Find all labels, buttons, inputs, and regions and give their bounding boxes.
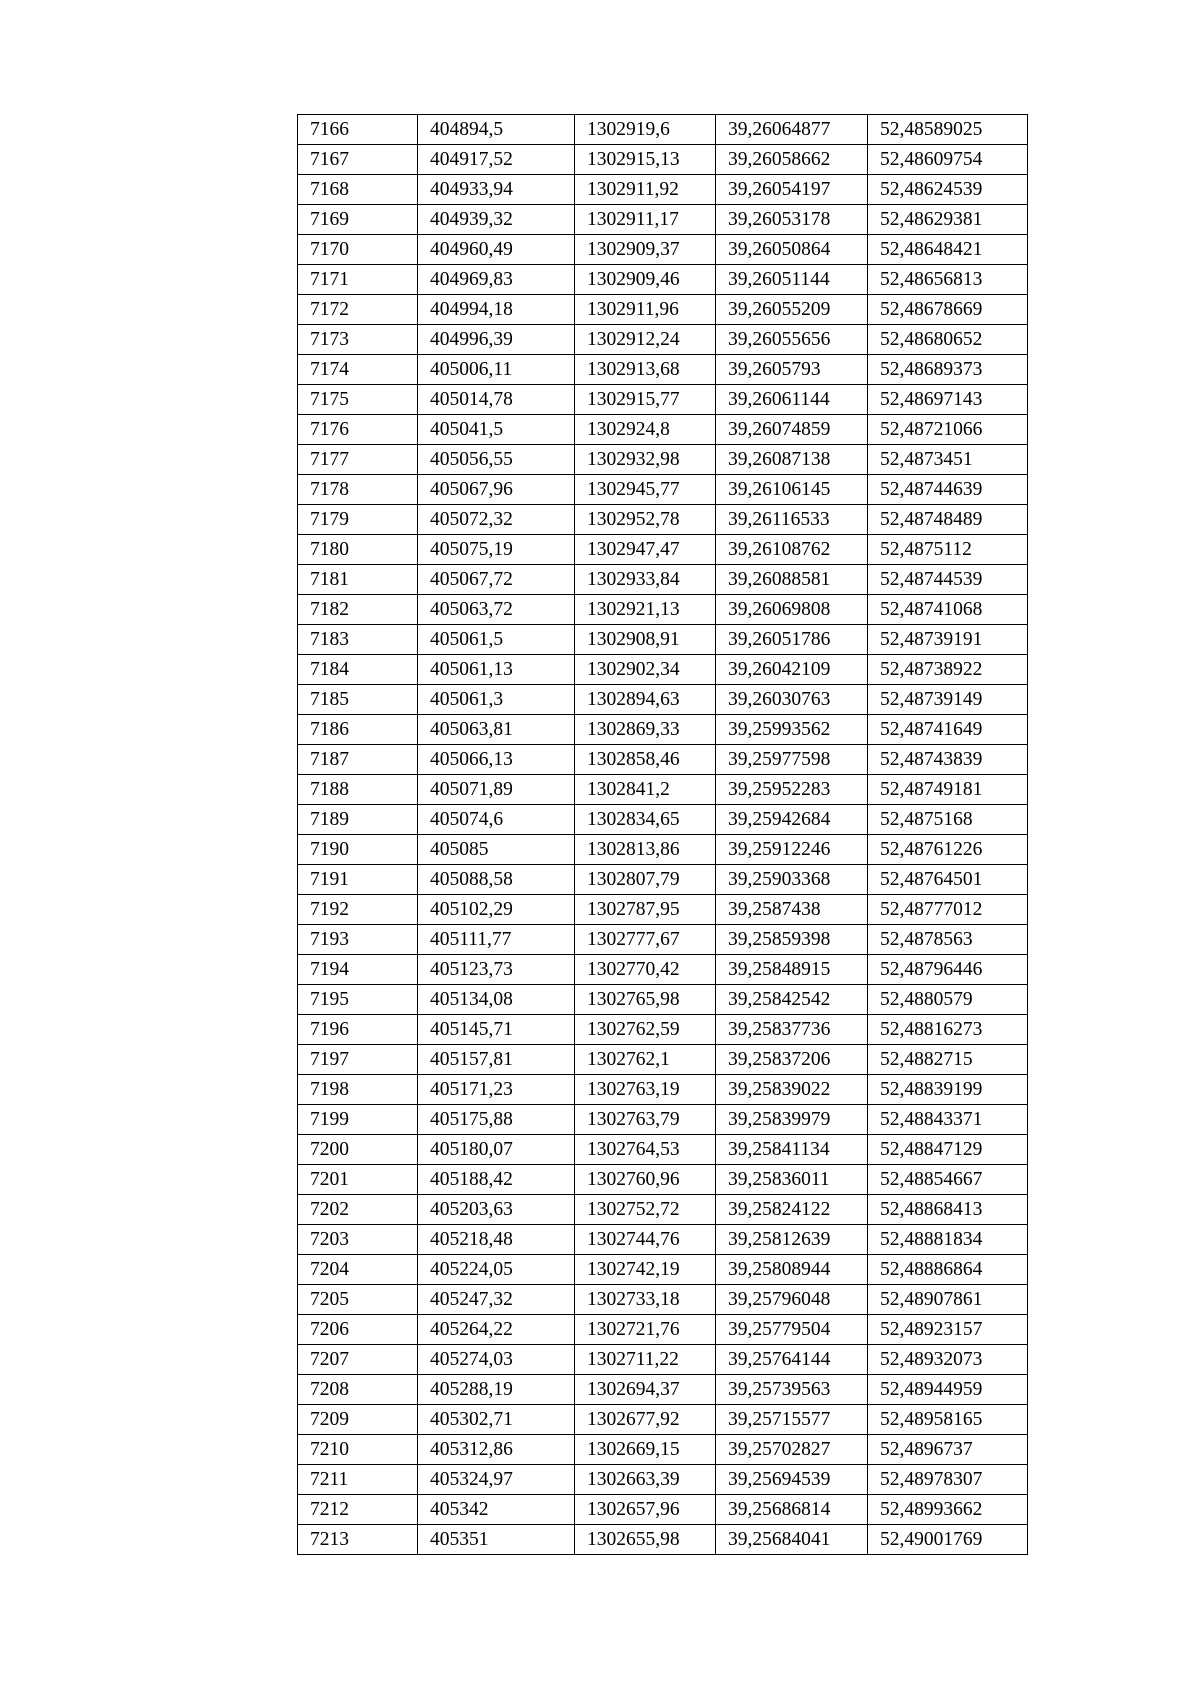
- point-number-cell: 7190: [298, 835, 418, 865]
- latitude-cell: 52,48854667: [868, 1165, 1028, 1195]
- longitude-cell: 39,25684041: [716, 1525, 868, 1555]
- table-row: [298, 1225, 1028, 1255]
- x-coordinate-cell: 405203,63: [418, 1195, 575, 1225]
- point-number-cell: 7210: [298, 1435, 418, 1465]
- table-row: [298, 505, 1028, 535]
- table-row: [298, 1045, 1028, 1075]
- point-number-cell: 7177: [298, 445, 418, 475]
- y-coordinate-cell: 1302669,15: [575, 1435, 716, 1465]
- table-row: [298, 295, 1028, 325]
- x-coordinate-cell: 405342: [418, 1495, 575, 1525]
- table-row: [298, 985, 1028, 1015]
- y-coordinate-cell: 1302858,46: [575, 745, 716, 775]
- x-coordinate-cell: 405145,71: [418, 1015, 575, 1045]
- point-number-cell: 7204: [298, 1255, 418, 1285]
- latitude-cell: 52,4882715: [868, 1045, 1028, 1075]
- point-number-cell: 7203: [298, 1225, 418, 1255]
- longitude-cell: 39,25764144: [716, 1345, 868, 1375]
- x-coordinate-cell: 405056,55: [418, 445, 575, 475]
- x-coordinate-cell: 404996,39: [418, 325, 575, 355]
- point-number-cell: 7179: [298, 505, 418, 535]
- table-row: [298, 115, 1028, 145]
- latitude-cell: 52,48932073: [868, 1345, 1028, 1375]
- table-row: [298, 415, 1028, 445]
- latitude-cell: 52,48744539: [868, 565, 1028, 595]
- point-number-cell: 7172: [298, 295, 418, 325]
- latitude-cell: 52,48678669: [868, 295, 1028, 325]
- y-coordinate-cell: 1302913,68: [575, 355, 716, 385]
- longitude-cell: 39,26116533: [716, 505, 868, 535]
- point-number-cell: 7193: [298, 925, 418, 955]
- point-number-cell: 7175: [298, 385, 418, 415]
- latitude-cell: 52,48923157: [868, 1315, 1028, 1345]
- table-row: [298, 625, 1028, 655]
- longitude-cell: 39,25841134: [716, 1135, 868, 1165]
- longitude-cell: 39,26054197: [716, 175, 868, 205]
- y-coordinate-cell: 1302807,79: [575, 865, 716, 895]
- latitude-cell: 52,4880579: [868, 985, 1028, 1015]
- point-number-cell: 7168: [298, 175, 418, 205]
- latitude-cell: 52,48739149: [868, 685, 1028, 715]
- y-coordinate-cell: 1302721,76: [575, 1315, 716, 1345]
- table-row: [298, 1525, 1028, 1555]
- table-row: [298, 355, 1028, 385]
- y-coordinate-cell: 1302915,13: [575, 145, 716, 175]
- x-coordinate-cell: 405288,19: [418, 1375, 575, 1405]
- point-number-cell: 7182: [298, 595, 418, 625]
- longitude-cell: 39,25837206: [716, 1045, 868, 1075]
- x-coordinate-cell: 405063,72: [418, 595, 575, 625]
- y-coordinate-cell: 1302911,96: [575, 295, 716, 325]
- coordinates-table-body: [298, 115, 1028, 1555]
- x-coordinate-cell: 405074,6: [418, 805, 575, 835]
- longitude-cell: 39,26069808: [716, 595, 868, 625]
- x-coordinate-cell: 404969,83: [418, 265, 575, 295]
- table-row: [298, 1285, 1028, 1315]
- x-coordinate-cell: 405075,19: [418, 535, 575, 565]
- table-row: [298, 1195, 1028, 1225]
- longitude-cell: 39,25808944: [716, 1255, 868, 1285]
- latitude-cell: 52,48721066: [868, 415, 1028, 445]
- longitude-cell: 39,26108762: [716, 535, 868, 565]
- longitude-cell: 39,2605793: [716, 355, 868, 385]
- table-row: [298, 1405, 1028, 1435]
- latitude-cell: 52,48689373: [868, 355, 1028, 385]
- x-coordinate-cell: 405218,48: [418, 1225, 575, 1255]
- y-coordinate-cell: 1302752,72: [575, 1195, 716, 1225]
- longitude-cell: 39,2587438: [716, 895, 868, 925]
- x-coordinate-cell: 405085: [418, 835, 575, 865]
- y-coordinate-cell: 1302770,42: [575, 955, 716, 985]
- longitude-cell: 39,25702827: [716, 1435, 868, 1465]
- table-row: [298, 1465, 1028, 1495]
- table-row: [298, 535, 1028, 565]
- x-coordinate-cell: 405180,07: [418, 1135, 575, 1165]
- y-coordinate-cell: 1302909,37: [575, 235, 716, 265]
- point-number-cell: 7174: [298, 355, 418, 385]
- latitude-cell: 52,48656813: [868, 265, 1028, 295]
- coordinates-table: [297, 114, 1028, 1555]
- latitude-cell: 52,48738922: [868, 655, 1028, 685]
- latitude-cell: 52,48868413: [868, 1195, 1028, 1225]
- y-coordinate-cell: 1302655,98: [575, 1525, 716, 1555]
- point-number-cell: 7192: [298, 895, 418, 925]
- latitude-cell: 52,48629381: [868, 205, 1028, 235]
- y-coordinate-cell: 1302952,78: [575, 505, 716, 535]
- point-number-cell: 7180: [298, 535, 418, 565]
- point-number-cell: 7185: [298, 685, 418, 715]
- x-coordinate-cell: 405175,88: [418, 1105, 575, 1135]
- x-coordinate-cell: 404894,5: [418, 115, 575, 145]
- point-number-cell: 7188: [298, 775, 418, 805]
- point-number-cell: 7181: [298, 565, 418, 595]
- y-coordinate-cell: 1302945,77: [575, 475, 716, 505]
- y-coordinate-cell: 1302919,6: [575, 115, 716, 145]
- y-coordinate-cell: 1302921,13: [575, 595, 716, 625]
- point-number-cell: 7205: [298, 1285, 418, 1315]
- point-number-cell: 7194: [298, 955, 418, 985]
- x-coordinate-cell: 405302,71: [418, 1405, 575, 1435]
- table-row: [298, 865, 1028, 895]
- longitude-cell: 39,26074859: [716, 415, 868, 445]
- x-coordinate-cell: 405061,3: [418, 685, 575, 715]
- x-coordinate-cell: 405066,13: [418, 745, 575, 775]
- longitude-cell: 39,25812639: [716, 1225, 868, 1255]
- y-coordinate-cell: 1302762,59: [575, 1015, 716, 1045]
- y-coordinate-cell: 1302841,2: [575, 775, 716, 805]
- point-number-cell: 7202: [298, 1195, 418, 1225]
- x-coordinate-cell: 405157,81: [418, 1045, 575, 1075]
- longitude-cell: 39,25739563: [716, 1375, 868, 1405]
- table-row: [298, 475, 1028, 505]
- latitude-cell: 52,48739191: [868, 625, 1028, 655]
- latitude-cell: 52,48697143: [868, 385, 1028, 415]
- table-row: [298, 895, 1028, 925]
- point-number-cell: 7189: [298, 805, 418, 835]
- point-number-cell: 7199: [298, 1105, 418, 1135]
- latitude-cell: 52,4873451: [868, 445, 1028, 475]
- y-coordinate-cell: 1302694,37: [575, 1375, 716, 1405]
- y-coordinate-cell: 1302912,24: [575, 325, 716, 355]
- point-number-cell: 7171: [298, 265, 418, 295]
- x-coordinate-cell: 405067,96: [418, 475, 575, 505]
- x-coordinate-cell: 405071,89: [418, 775, 575, 805]
- y-coordinate-cell: 1302813,86: [575, 835, 716, 865]
- table-row: [298, 235, 1028, 265]
- latitude-cell: 52,48944959: [868, 1375, 1028, 1405]
- x-coordinate-cell: 405171,23: [418, 1075, 575, 1105]
- y-coordinate-cell: 1302902,34: [575, 655, 716, 685]
- point-number-cell: 7183: [298, 625, 418, 655]
- table-row: [298, 1375, 1028, 1405]
- latitude-cell: 52,4896737: [868, 1435, 1028, 1465]
- longitude-cell: 39,26087138: [716, 445, 868, 475]
- point-number-cell: 7208: [298, 1375, 418, 1405]
- longitude-cell: 39,26030763: [716, 685, 868, 715]
- latitude-cell: 52,48761226: [868, 835, 1028, 865]
- point-number-cell: 7196: [298, 1015, 418, 1045]
- table-row: [298, 1255, 1028, 1285]
- y-coordinate-cell: 1302908,91: [575, 625, 716, 655]
- table-row: [298, 715, 1028, 745]
- longitude-cell: 39,25977598: [716, 745, 868, 775]
- x-coordinate-cell: 405123,73: [418, 955, 575, 985]
- x-coordinate-cell: 405102,29: [418, 895, 575, 925]
- x-coordinate-cell: 405088,58: [418, 865, 575, 895]
- latitude-cell: 52,48624539: [868, 175, 1028, 205]
- longitude-cell: 39,26055656: [716, 325, 868, 355]
- longitude-cell: 39,25839979: [716, 1105, 868, 1135]
- x-coordinate-cell: 405063,81: [418, 715, 575, 745]
- x-coordinate-cell: 404939,32: [418, 205, 575, 235]
- longitude-cell: 39,26106145: [716, 475, 868, 505]
- y-coordinate-cell: 1302733,18: [575, 1285, 716, 1315]
- y-coordinate-cell: 1302924,8: [575, 415, 716, 445]
- y-coordinate-cell: 1302777,67: [575, 925, 716, 955]
- longitude-cell: 39,26042109: [716, 655, 868, 685]
- table-row: [298, 1435, 1028, 1465]
- y-coordinate-cell: 1302711,22: [575, 1345, 716, 1375]
- y-coordinate-cell: 1302911,92: [575, 175, 716, 205]
- point-number-cell: 7198: [298, 1075, 418, 1105]
- latitude-cell: 52,48743839: [868, 745, 1028, 775]
- longitude-cell: 39,25942684: [716, 805, 868, 835]
- table-row: [298, 1495, 1028, 1525]
- x-coordinate-cell: 405247,32: [418, 1285, 575, 1315]
- point-number-cell: 7186: [298, 715, 418, 745]
- x-coordinate-cell: 405041,5: [418, 415, 575, 445]
- x-coordinate-cell: 405014,78: [418, 385, 575, 415]
- longitude-cell: 39,25848915: [716, 955, 868, 985]
- latitude-cell: 52,4878563: [868, 925, 1028, 955]
- longitude-cell: 39,25824122: [716, 1195, 868, 1225]
- latitude-cell: 52,48589025: [868, 115, 1028, 145]
- point-number-cell: 7170: [298, 235, 418, 265]
- point-number-cell: 7166: [298, 115, 418, 145]
- y-coordinate-cell: 1302911,17: [575, 205, 716, 235]
- x-coordinate-cell: 405134,08: [418, 985, 575, 1015]
- point-number-cell: 7187: [298, 745, 418, 775]
- latitude-cell: 52,48648421: [868, 235, 1028, 265]
- longitude-cell: 39,25912246: [716, 835, 868, 865]
- y-coordinate-cell: 1302744,76: [575, 1225, 716, 1255]
- table-row: [298, 1105, 1028, 1135]
- y-coordinate-cell: 1302933,84: [575, 565, 716, 595]
- table-row: [298, 745, 1028, 775]
- x-coordinate-cell: 405061,5: [418, 625, 575, 655]
- longitude-cell: 39,25859398: [716, 925, 868, 955]
- longitude-cell: 39,25715577: [716, 1405, 868, 1435]
- y-coordinate-cell: 1302663,39: [575, 1465, 716, 1495]
- y-coordinate-cell: 1302763,79: [575, 1105, 716, 1135]
- table-row: [298, 835, 1028, 865]
- table-row: [298, 1315, 1028, 1345]
- x-coordinate-cell: 405312,86: [418, 1435, 575, 1465]
- table-row: [298, 565, 1028, 595]
- table-row: [298, 805, 1028, 835]
- latitude-cell: 52,48764501: [868, 865, 1028, 895]
- longitude-cell: 39,25686814: [716, 1495, 868, 1525]
- y-coordinate-cell: 1302869,33: [575, 715, 716, 745]
- point-number-cell: 7195: [298, 985, 418, 1015]
- latitude-cell: 52,48777012: [868, 895, 1028, 925]
- longitude-cell: 39,25993562: [716, 715, 868, 745]
- latitude-cell: 52,49001769: [868, 1525, 1028, 1555]
- x-coordinate-cell: 405264,22: [418, 1315, 575, 1345]
- table-row: [298, 175, 1028, 205]
- y-coordinate-cell: 1302764,53: [575, 1135, 716, 1165]
- longitude-cell: 39,25836011: [716, 1165, 868, 1195]
- y-coordinate-cell: 1302834,65: [575, 805, 716, 835]
- longitude-cell: 39,26051144: [716, 265, 868, 295]
- latitude-cell: 52,48741068: [868, 595, 1028, 625]
- table-row: [298, 205, 1028, 235]
- x-coordinate-cell: 405324,97: [418, 1465, 575, 1495]
- point-number-cell: 7212: [298, 1495, 418, 1525]
- longitude-cell: 39,25779504: [716, 1315, 868, 1345]
- latitude-cell: 52,48816273: [868, 1015, 1028, 1045]
- point-number-cell: 7167: [298, 145, 418, 175]
- x-coordinate-cell: 405006,11: [418, 355, 575, 385]
- x-coordinate-cell: 405111,77: [418, 925, 575, 955]
- point-number-cell: 7201: [298, 1165, 418, 1195]
- y-coordinate-cell: 1302677,92: [575, 1405, 716, 1435]
- longitude-cell: 39,26053178: [716, 205, 868, 235]
- latitude-cell: 52,48886864: [868, 1255, 1028, 1285]
- table-row: [298, 145, 1028, 175]
- longitude-cell: 39,25842542: [716, 985, 868, 1015]
- longitude-cell: 39,25796048: [716, 1285, 868, 1315]
- table-row: [298, 655, 1028, 685]
- longitude-cell: 39,26055209: [716, 295, 868, 325]
- y-coordinate-cell: 1302915,77: [575, 385, 716, 415]
- x-coordinate-cell: 405072,32: [418, 505, 575, 535]
- x-coordinate-cell: 405224,05: [418, 1255, 575, 1285]
- latitude-cell: 52,48680652: [868, 325, 1028, 355]
- longitude-cell: 39,26088581: [716, 565, 868, 595]
- x-coordinate-cell: 405274,03: [418, 1345, 575, 1375]
- x-coordinate-cell: 405061,13: [418, 655, 575, 685]
- table-row: [298, 1135, 1028, 1165]
- latitude-cell: 52,48749181: [868, 775, 1028, 805]
- longitude-cell: 39,26058662: [716, 145, 868, 175]
- latitude-cell: 52,48796446: [868, 955, 1028, 985]
- latitude-cell: 52,48609754: [868, 145, 1028, 175]
- latitude-cell: 52,48748489: [868, 505, 1028, 535]
- point-number-cell: 7173: [298, 325, 418, 355]
- x-coordinate-cell: 404917,52: [418, 145, 575, 175]
- table-row: [298, 595, 1028, 625]
- x-coordinate-cell: 405067,72: [418, 565, 575, 595]
- latitude-cell: 52,48744639: [868, 475, 1028, 505]
- point-number-cell: 7206: [298, 1315, 418, 1345]
- point-number-cell: 7184: [298, 655, 418, 685]
- y-coordinate-cell: 1302763,19: [575, 1075, 716, 1105]
- longitude-cell: 39,25839022: [716, 1075, 868, 1105]
- point-number-cell: 7176: [298, 415, 418, 445]
- table-row: [298, 325, 1028, 355]
- table-row: [298, 925, 1028, 955]
- point-number-cell: 7200: [298, 1135, 418, 1165]
- latitude-cell: 52,48847129: [868, 1135, 1028, 1165]
- latitude-cell: 52,48958165: [868, 1405, 1028, 1435]
- latitude-cell: 52,48741649: [868, 715, 1028, 745]
- latitude-cell: 52,48978307: [868, 1465, 1028, 1495]
- x-coordinate-cell: 405188,42: [418, 1165, 575, 1195]
- table-row: [298, 1075, 1028, 1105]
- latitude-cell: 52,4875112: [868, 535, 1028, 565]
- point-number-cell: 7178: [298, 475, 418, 505]
- point-number-cell: 7169: [298, 205, 418, 235]
- longitude-cell: 39,26051786: [716, 625, 868, 655]
- y-coordinate-cell: 1302947,47: [575, 535, 716, 565]
- latitude-cell: 52,48839199: [868, 1075, 1028, 1105]
- x-coordinate-cell: 404960,49: [418, 235, 575, 265]
- table-row: [298, 685, 1028, 715]
- longitude-cell: 39,26050864: [716, 235, 868, 265]
- table-row: [298, 385, 1028, 415]
- table-row: [298, 955, 1028, 985]
- table-row: [298, 445, 1028, 475]
- latitude-cell: 52,48993662: [868, 1495, 1028, 1525]
- table-row: [298, 1345, 1028, 1375]
- y-coordinate-cell: 1302932,98: [575, 445, 716, 475]
- point-number-cell: 7207: [298, 1345, 418, 1375]
- table-row: [298, 265, 1028, 295]
- point-number-cell: 7211: [298, 1465, 418, 1495]
- x-coordinate-cell: 404933,94: [418, 175, 575, 205]
- table-row: [298, 1015, 1028, 1045]
- y-coordinate-cell: 1302742,19: [575, 1255, 716, 1285]
- y-coordinate-cell: 1302762,1: [575, 1045, 716, 1075]
- longitude-cell: 39,26064877: [716, 115, 868, 145]
- longitude-cell: 39,25903368: [716, 865, 868, 895]
- latitude-cell: 52,48881834: [868, 1225, 1028, 1255]
- longitude-cell: 39,25952283: [716, 775, 868, 805]
- y-coordinate-cell: 1302657,96: [575, 1495, 716, 1525]
- longitude-cell: 39,25837736: [716, 1015, 868, 1045]
- y-coordinate-cell: 1302765,98: [575, 985, 716, 1015]
- point-number-cell: 7197: [298, 1045, 418, 1075]
- longitude-cell: 39,26061144: [716, 385, 868, 415]
- point-number-cell: 7209: [298, 1405, 418, 1435]
- table-row: [298, 1165, 1028, 1195]
- longitude-cell: 39,25694539: [716, 1465, 868, 1495]
- latitude-cell: 52,48907861: [868, 1285, 1028, 1315]
- latitude-cell: 52,4875168: [868, 805, 1028, 835]
- point-number-cell: 7191: [298, 865, 418, 895]
- y-coordinate-cell: 1302894,63: [575, 685, 716, 715]
- x-coordinate-cell: 405351: [418, 1525, 575, 1555]
- y-coordinate-cell: 1302909,46: [575, 265, 716, 295]
- x-coordinate-cell: 404994,18: [418, 295, 575, 325]
- y-coordinate-cell: 1302787,95: [575, 895, 716, 925]
- table-row: [298, 775, 1028, 805]
- y-coordinate-cell: 1302760,96: [575, 1165, 716, 1195]
- point-number-cell: 7213: [298, 1525, 418, 1555]
- latitude-cell: 52,48843371: [868, 1105, 1028, 1135]
